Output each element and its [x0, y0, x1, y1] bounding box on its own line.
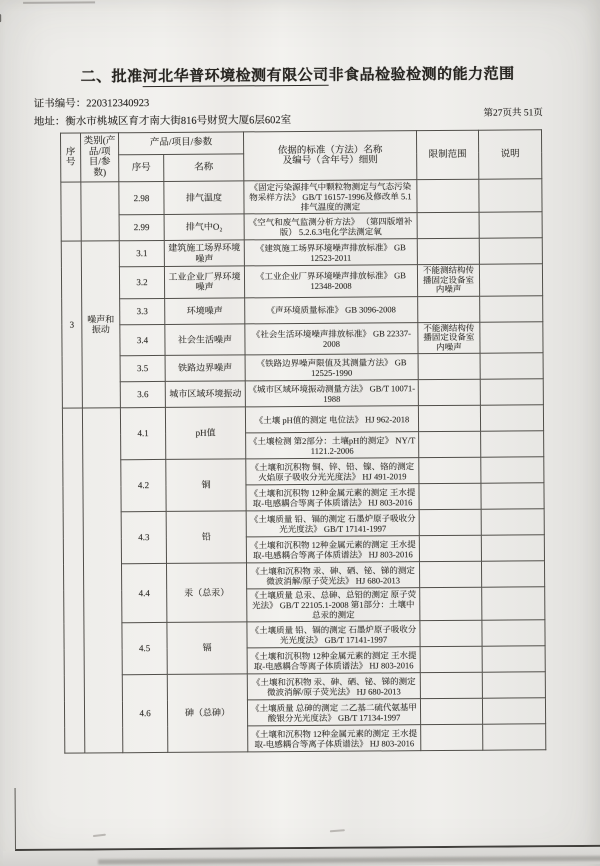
document-title — [0, 62, 598, 87]
product-no-cell: 3.2 — [119, 266, 164, 298]
standard-cell: 《城市区域环境振动测量方法》 GB/T 10071-1988 — [245, 380, 418, 407]
product-no-cell: 3.3 — [120, 298, 165, 324]
group-category-cell — [82, 408, 122, 753]
standard-cell: 《土壤和沉积物 12种金属元素的测定 王水提取-电感耦合等离子体质谱法》 HJ 803-2016 — [246, 484, 419, 511]
note-cell — [480, 353, 543, 379]
group-seq-cell — [61, 182, 81, 241]
standard-cell: 《空气和废气监测分析方法》 （第四版增补版） 5.2.6.3电化学法测定氧 — [244, 213, 417, 240]
note-cell — [480, 405, 543, 431]
table-row — [64, 620, 545, 649]
col-header-standard: 依据的标准（方法）名称 及编号（含年号）细则 — [243, 131, 416, 181]
scan-artifact-nick — [0, 14, 1, 22]
limit-cell — [420, 620, 482, 646]
limit-cell: 不能测结构传播固定设备室内噪声 — [418, 322, 480, 354]
table-row — [62, 379, 543, 408]
limit-cell — [419, 561, 481, 587]
standard-cell: 《社会生活环境噪声排放标准》 GB 22337-2008 — [245, 322, 418, 355]
note-cell — [482, 698, 545, 724]
col-header-note: 说明 — [478, 130, 541, 179]
product-name-cell: 铁路边界噪声 — [165, 355, 245, 382]
note-cell — [481, 509, 544, 535]
product-name-cell: 社会生活噪声 — [165, 323, 245, 355]
note-cell — [481, 483, 544, 509]
limit-cell — [418, 296, 480, 322]
scan-smudge — [93, 834, 106, 837]
product-no-cell: 2.98 — [119, 181, 164, 214]
product-no-cell: 2.99 — [119, 214, 164, 240]
table-row — [61, 238, 542, 267]
product-name-cell: 城市区域环境振动 — [165, 381, 245, 408]
col-header-limit: 限制范围 — [416, 130, 478, 179]
product-name-cell: 工业企业厂界环境噪声 — [164, 266, 244, 298]
product-no-cell: 3.6 — [120, 381, 165, 407]
standard-cell: 《建筑施工场界环境噪声排放标准》 GB 12523-2011 — [244, 239, 417, 266]
group-seq-cell: 3 — [61, 241, 82, 408]
standard-cell: 《工业企业厂界环境噪声排放标准》 GB 12348-2008 — [244, 265, 417, 298]
product-name-cell: 排气中O₂ — [164, 214, 244, 241]
standard-cell: 《土壤质量 总砷的测定 二乙基二硫代氨基甲酸银分光光度法》 GB/T 17134-1997 — [247, 699, 420, 726]
group-category-cell — [81, 182, 119, 241]
note-cell — [482, 620, 545, 646]
capability-table — [60, 129, 546, 753]
note-cell — [483, 724, 546, 750]
note-cell — [481, 535, 544, 561]
standard-cell: 《土壤和沉积物 铜、锌、铅、镍、铬的测定 火焰原子吸收分光光度法》 HJ 491-2019 — [246, 458, 419, 485]
col-header-product-name: 名称 — [164, 154, 244, 182]
limit-cell — [418, 405, 480, 431]
limit-cell — [419, 483, 481, 509]
product-no-cell: 4.2 — [121, 459, 166, 511]
table-row — [62, 295, 543, 324]
product-name-cell: 铅 — [166, 511, 246, 564]
limit-cell — [420, 698, 482, 724]
scan-artifact-dots — [23, 1, 95, 4]
col-header-product-seq: 序号 — [119, 154, 164, 181]
limit-cell — [419, 431, 481, 457]
product-name-cell: 砷（总砷） — [167, 674, 248, 753]
note-cell — [480, 295, 543, 321]
product-no-cell: 4.5 — [122, 622, 167, 674]
group-seq-cell — [62, 408, 84, 753]
note-cell — [481, 431, 544, 457]
limit-cell — [418, 353, 480, 379]
product-name-cell: 排气温度 — [164, 181, 244, 215]
note-cell — [479, 179, 542, 212]
title-suffix: 非食品检验检测的能力范围 — [328, 66, 515, 84]
table-row — [63, 457, 544, 486]
product-name-cell: 建筑施工场界环境噪声 — [164, 240, 244, 267]
standard-cell: 《铁路边界噪声限值及其测量方法》 GB 12525-1990 — [245, 354, 418, 381]
title-company-name: 河北华普环境检测有限公司 — [142, 67, 329, 86]
limit-cell — [420, 646, 482, 672]
certificate-number-value: 220312340923 — [86, 98, 150, 110]
table-row — [62, 405, 543, 434]
col-header-seq: 序号 — [60, 133, 80, 182]
note-cell — [480, 321, 543, 353]
standard-cell: 《土壤 pH值的测定 电位法》 HJ 962-2018 — [245, 406, 418, 433]
product-no-cell: 4.3 — [121, 511, 166, 563]
product-no-cell: 3.1 — [119, 240, 164, 266]
page-indicator: 第27页共 51页 — [483, 108, 543, 119]
note-cell — [482, 646, 545, 672]
table-row — [61, 179, 542, 215]
limit-cell — [420, 672, 482, 698]
limit-cell — [417, 238, 479, 264]
limit-cell — [419, 535, 481, 561]
note-cell — [479, 264, 542, 296]
address-value: 衡水市桃城区育才南大街816号财贸大厦6层602室 — [65, 115, 292, 128]
product-no-cell: 3.5 — [120, 355, 165, 381]
note-cell — [479, 238, 542, 264]
note-cell — [482, 672, 545, 698]
product-name-cell: 铜 — [166, 459, 246, 512]
table-row — [64, 672, 545, 701]
note-cell — [481, 561, 544, 587]
col-header-category: 类别(产品/项目/参数) — [80, 133, 118, 182]
product-name-cell: 镉 — [167, 622, 247, 675]
address-label: 地址： — [33, 116, 66, 128]
limit-cell — [419, 457, 481, 483]
standard-cell: 《土壤和沉积物 12种金属元素的测定 王水提取-电感耦合等离子体质谱法》 HJ 803-2016 — [248, 725, 421, 752]
standard-cell: 《声环境质量标准》 GB 3096-2008 — [245, 296, 418, 323]
product-name-cell: 汞（总汞） — [166, 563, 246, 623]
table-row — [64, 561, 545, 590]
standard-cell: 《土壤质量 铅、镉的测定 石墨炉原子吸收分光光度法》 GB/T 17141-1997 — [246, 510, 419, 537]
standard-cell: 《固定污染源排气中颗粒物测定与气态污染物采样方法》 GB/T 16157-1996及修改单 5.1 排气温度的测定 — [244, 180, 417, 214]
product-no-cell: 4.1 — [120, 407, 165, 459]
limit-cell — [421, 724, 483, 750]
limit-cell — [419, 509, 481, 535]
product-no-cell: 3.4 — [120, 324, 165, 356]
product-name-cell: 环境噪声 — [165, 297, 245, 324]
col-header-product-group: 产品/项目/参数 — [118, 132, 243, 155]
limit-cell — [420, 587, 482, 620]
limit-cell: 不能测结构传播固定设备室内噪声 — [417, 264, 479, 296]
note-cell — [479, 212, 542, 238]
standard-cell: 《土壤质量 总汞、总砷、总铅的测定 原子荧光法》 GB/T 22105.1-2008 第1部分：土壤中总汞的测定 — [247, 588, 420, 622]
product-name-cell: pH值 — [165, 407, 245, 460]
limit-cell — [417, 212, 479, 238]
standard-cell: 《土壤和沉积物 12种金属元素的测定 王水提取-电感耦合等离子体质谱法》 HJ 803-2016 — [247, 647, 420, 674]
page-left-edge — [15, 788, 16, 850]
table-row — [62, 353, 543, 382]
note-cell — [482, 587, 545, 620]
product-no-cell: 4.6 — [122, 674, 168, 752]
scan-smudge — [330, 829, 345, 832]
limit-cell — [418, 379, 480, 405]
standard-cell: 《土壤和沉积物 汞、砷、硒、铋、锑的测定 微波消解/原子荧光法》 HJ 680-2013 — [246, 562, 419, 589]
table-row — [62, 321, 543, 356]
note-cell — [480, 379, 543, 405]
group-category-cell: 噪声和振动 — [81, 241, 120, 408]
standard-cell: 《土壤和沉积物 汞、砷、硒、铋、锑的测定 微波消解/原子荧光法》 HJ 680-2013 — [247, 673, 420, 700]
standard-cell: 《土壤质量 铅、镉的测定 石墨炉原子吸收分光光度法》 GB/T 17141-1997 — [247, 621, 420, 648]
table-row — [63, 509, 544, 538]
table-row — [61, 212, 542, 241]
product-no-cell: 4.4 — [121, 563, 166, 622]
note-cell — [481, 457, 544, 483]
title-prefix: 二、批准 — [80, 69, 143, 86]
standard-cell: 《土壤和沉积物 12种金属元素的测定 王水提取-电感耦合等离子体质谱法》 HJ 803-2016 — [246, 536, 419, 563]
standard-cell: 《土壤检测 第2部分：土壤pH的测定》 NY/T 1121.2-2006 — [246, 432, 419, 459]
limit-cell — [417, 179, 479, 212]
table-row — [61, 264, 542, 299]
certificate-number-label: 证书编号： — [33, 98, 87, 110]
